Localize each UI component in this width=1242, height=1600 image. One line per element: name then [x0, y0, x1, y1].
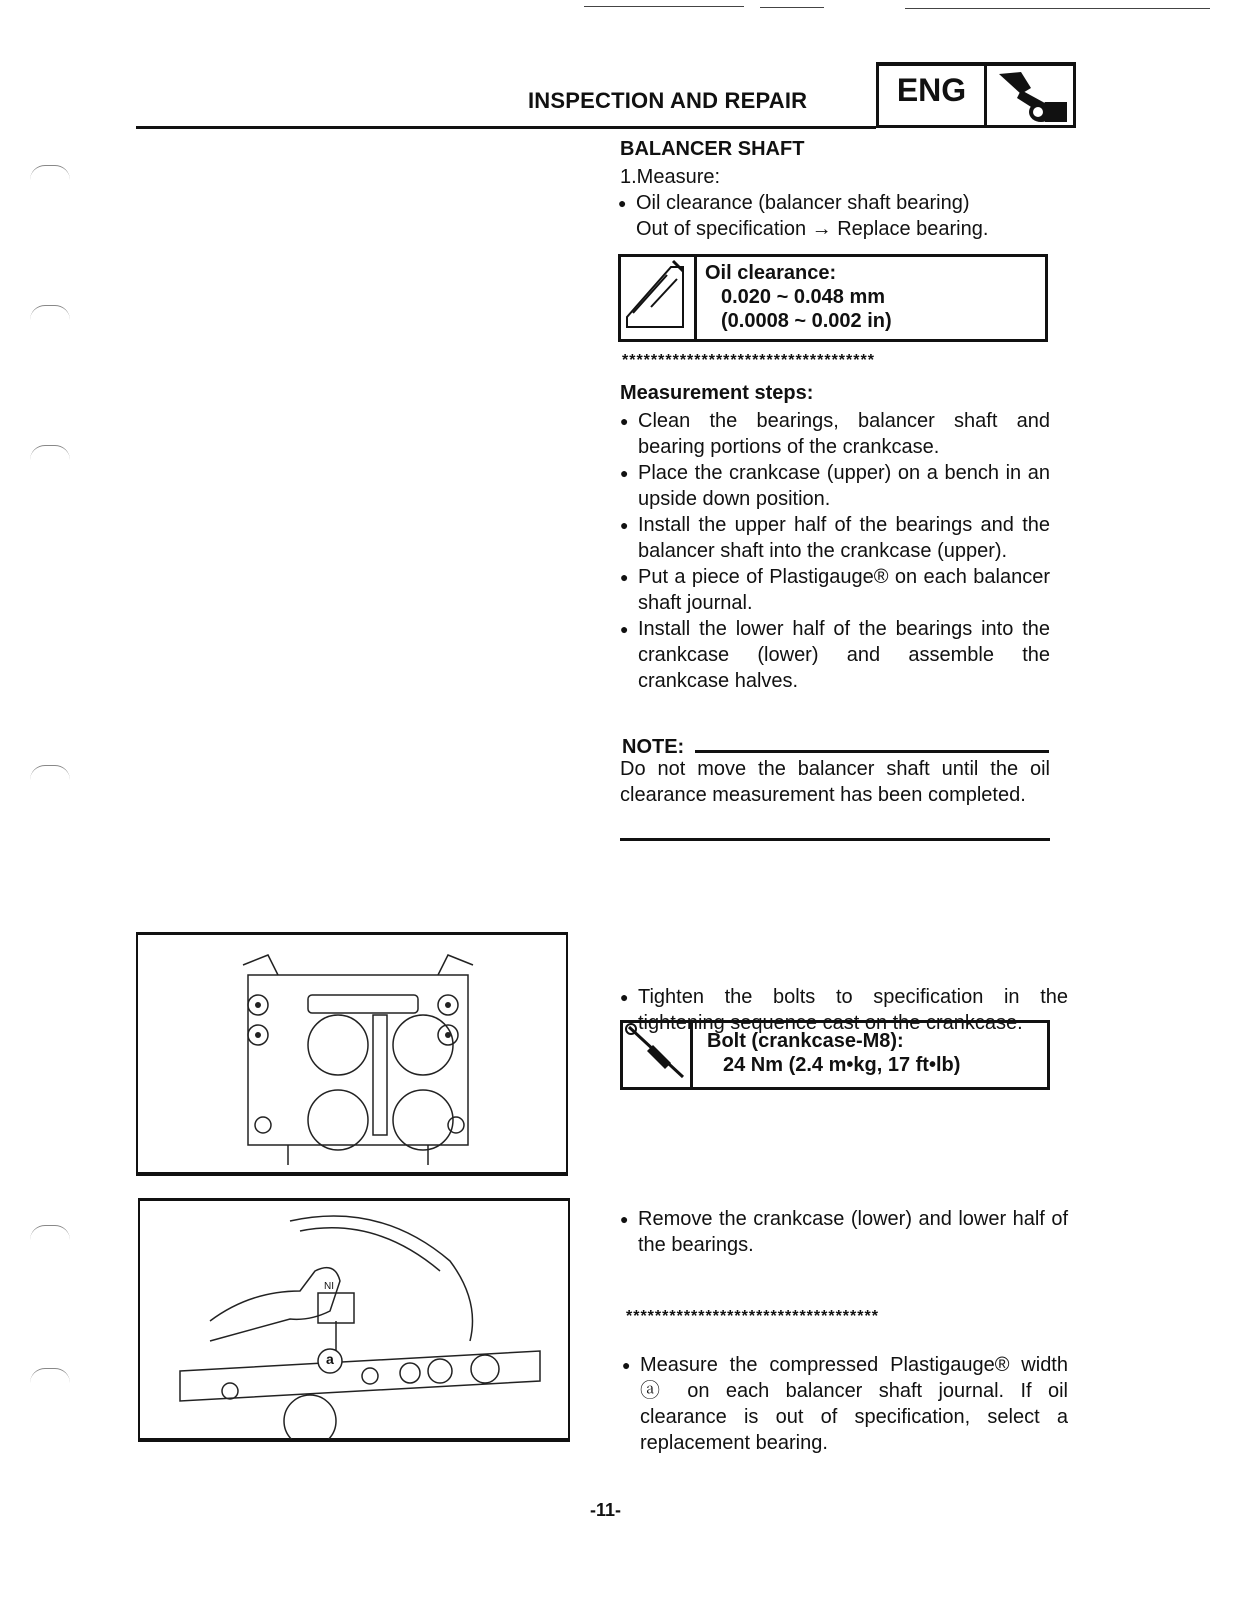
eng-badge-label: ENG — [896, 72, 967, 108]
oil-clearance-spec-box — [618, 254, 1048, 342]
remove-step: ● Remove the crankcase (lower) and lower half of the bearings. — [620, 1206, 1068, 1258]
step-bullet-text: Oil clearance (balancer shaft bearing) — [636, 192, 970, 214]
engine-wrench-icon — [991, 68, 1071, 126]
oil-clearance-label: Oil clearance: — [705, 262, 837, 284]
scan-line — [905, 8, 1210, 9]
margin-mark — [30, 765, 70, 780]
tighten-step: ● Tighten the bolts to specification in the tightening sequence cast on the crankcase. — [620, 984, 1068, 1036]
margin-mark — [30, 305, 70, 320]
eng-badge — [876, 62, 1076, 128]
oil-clearance-value-in: (0.0008 ~ 0.002 in) — [721, 310, 892, 332]
scan-line — [760, 7, 824, 8]
margin-mark — [30, 445, 70, 460]
eng-badge-divider — [984, 66, 987, 128]
measurement-step: ● Clean the bearings, balancer shaft and bearing portions of the crankcase. — [620, 408, 1050, 460]
caliper-icon-graphic — [621, 257, 691, 335]
note-top-rule — [695, 750, 1049, 753]
measurement-step: ● Place the crankcase (upper) on a bench in an upside down position. — [620, 460, 1050, 512]
width-callout-label: a — [326, 1351, 334, 1367]
bolt-spec-label: Bolt (crankcase-M8): — [707, 1030, 904, 1052]
asterisk-divider-bottom: *********************************** — [626, 1308, 879, 1325]
measurement-step: ● Put a piece of Plastigauge® on each balancer shaft journal. — [620, 564, 1050, 616]
caliper-icon — [621, 257, 697, 339]
measurement-step: ● Install the upper half of the bearings and the balancer shaft into the crankcase (upper). — [620, 512, 1050, 564]
torque-wrench-icon-graphic — [623, 1023, 689, 1085]
bolt-spec-value: 24 Nm (2.4 m•kg, 17 ft•lb) — [723, 1054, 961, 1076]
gauge-label: NI — [324, 1281, 334, 1292]
note-text: Do not move the balancer shaft until the oil clearance measurement has been completed. — [620, 758, 1050, 806]
measurement-step: ● Install the lower half of the bearings into the crankcase (lower) and assemble the crankcase halves. — [620, 616, 1050, 694]
measurement-steps-title: Measurement steps: — [620, 382, 814, 404]
crankcase-figure — [136, 932, 568, 1176]
measurement-steps-list — [620, 408, 1050, 694]
asterisk-divider: *********************************** — [622, 352, 875, 369]
margin-mark — [30, 1368, 70, 1383]
torque-wrench-icon — [623, 1023, 693, 1087]
plastigauge-figure — [138, 1198, 570, 1442]
page-number: -11- — [590, 1500, 622, 1520]
header-rule — [136, 126, 876, 129]
plastigauge-illustration — [140, 1201, 568, 1439]
note-label: NOTE: — [622, 736, 685, 758]
margin-mark — [30, 165, 70, 180]
section-title: BALANCER SHAFT — [620, 138, 805, 160]
bolt-torque-spec-box — [620, 1020, 1050, 1090]
margin-mark — [30, 1225, 70, 1240]
crankcase-illustration — [138, 935, 566, 1172]
scan-line — [584, 6, 744, 7]
step-label: 1.Measure: — [620, 166, 721, 188]
page-title: INSPECTION AND REPAIR — [528, 88, 808, 113]
step-bullet-text-2: Out of specification → Replace bearing. — [636, 218, 989, 240]
step-bullet — [618, 190, 1066, 242]
measure-step: ● Measure the compressed Plastigauge® width ⓐ on each balancer shaft journal. If oil clearance is out of specification, select a replacement bearing. — [622, 1352, 1068, 1456]
oil-clearance-value-mm: 0.020 ~ 0.048 mm — [721, 286, 886, 308]
note-bottom-rule — [620, 838, 1050, 841]
